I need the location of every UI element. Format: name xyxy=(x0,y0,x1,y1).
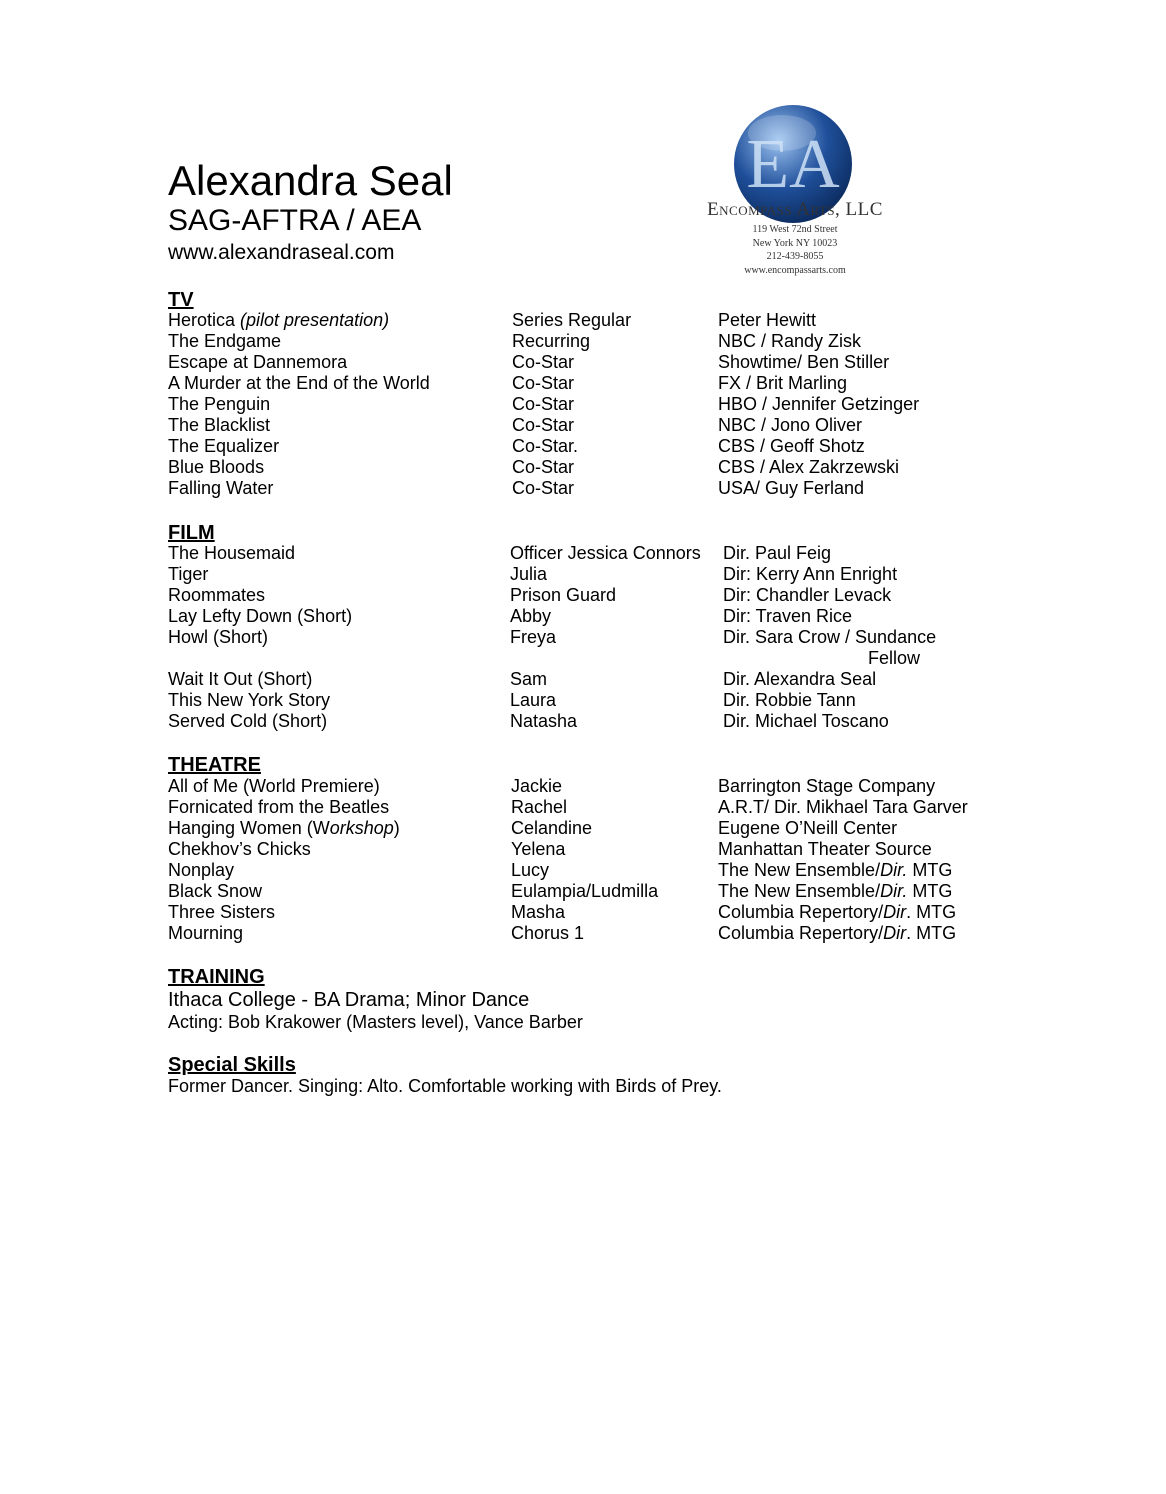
credit-role-text: Masha xyxy=(511,902,566,922)
credit-director xyxy=(718,478,864,499)
credit-director-text: Eugene O’Neill Center xyxy=(718,818,898,838)
credit-director xyxy=(723,543,831,564)
credit-role xyxy=(512,436,578,457)
credit-title xyxy=(168,711,327,732)
credit-title-text: The Equalizer xyxy=(168,436,280,456)
credit-director-text: Dir: Chandler Levack xyxy=(723,585,892,605)
credit-role xyxy=(511,818,592,839)
credit-role-text: Sam xyxy=(510,669,548,689)
credit-title-text: This New York Story xyxy=(168,690,331,710)
agency-company-name: Encompass Arts, LLC xyxy=(707,199,883,220)
training-acting: Acting: Bob Krakower (Masters level), Vance Barber xyxy=(168,1012,583,1032)
credit-director-continued-text: Fellow xyxy=(868,648,921,668)
credit-role xyxy=(510,669,547,690)
credit-title-text: A Murder at the End of the World xyxy=(168,373,430,393)
credit-title-text: Fornicated from the Beatles xyxy=(168,797,390,817)
credit-director-end: . MTG xyxy=(906,923,957,943)
credit-director-text: A.R.T/ Dir. Mikhael Tara Garver xyxy=(718,797,968,817)
credit-director-text: The New Ensemble/ xyxy=(718,881,881,901)
credit-role xyxy=(512,457,574,478)
credit-role-text: Recurring xyxy=(512,331,591,351)
credit-role-text: Prison Guard xyxy=(510,585,617,605)
credit-director-text: Columbia Repertory/ xyxy=(718,923,884,943)
credit-title xyxy=(168,457,264,478)
agency-address-2: New York NY 10023 xyxy=(752,238,838,249)
credit-title xyxy=(168,818,400,839)
credit-title-note: (pilot presentation) xyxy=(235,310,390,330)
credit-role-text: Abby xyxy=(510,606,552,626)
credit-role xyxy=(510,564,547,585)
credit-director xyxy=(718,839,932,860)
credit-title xyxy=(168,860,234,881)
credit-director-italic: Dir. xyxy=(880,860,908,880)
training-school: Ithaca College - BA Drama; Minor Dance xyxy=(168,989,530,1011)
credit-director-text: Dir. Alexandra Seal xyxy=(723,669,877,689)
credit-director-text: CBS / Alex Zakrzewski xyxy=(718,457,900,477)
credit-director-text: Manhattan Theater Source xyxy=(718,839,932,859)
credit-director-text: HBO / Jennifer Getzinger xyxy=(718,394,920,414)
credit-director-text: Dir. Robbie Tann xyxy=(723,690,856,710)
credit-director-text: NBC / Randy Zisk xyxy=(718,331,862,351)
credit-role-text: Laura xyxy=(510,690,557,710)
credit-director-text: The New Ensemble/ xyxy=(718,860,881,880)
credit-director-italic: Dir. xyxy=(880,881,908,901)
credit-role-text: Series Regular xyxy=(512,310,632,330)
credit-title-text: All of Me (World Premiere) xyxy=(168,776,380,796)
credit-director xyxy=(718,818,897,839)
credit-director xyxy=(718,797,968,818)
credit-title xyxy=(168,352,347,373)
credit-role xyxy=(510,543,701,564)
credit-title-text: Wait It Out (Short) xyxy=(168,669,313,689)
credit-director-end: MTG xyxy=(907,860,953,880)
credit-director xyxy=(718,860,952,881)
credit-role-text: Co-Star xyxy=(512,352,575,372)
skills-text: Former Dancer. Singing: Alto. Comfortable working with Birds of Prey. xyxy=(168,1076,722,1096)
credit-role xyxy=(512,415,574,436)
credit-role xyxy=(511,776,562,797)
credit-title xyxy=(168,331,281,352)
credit-title xyxy=(168,478,273,499)
credit-director xyxy=(718,415,862,436)
credit-title xyxy=(168,415,270,436)
credit-director xyxy=(723,606,852,627)
credit-role xyxy=(512,352,574,373)
credit-role-text: Celandine xyxy=(511,818,593,838)
credit-title xyxy=(168,669,312,690)
credit-title xyxy=(168,902,275,923)
credit-director-text: FX / Brit Marling xyxy=(718,373,848,393)
credit-director xyxy=(723,564,897,585)
credit-role xyxy=(510,690,556,711)
credit-role-text: Chorus 1 xyxy=(511,923,585,943)
credit-title xyxy=(168,923,243,944)
credit-title xyxy=(168,310,389,331)
credit-role xyxy=(511,902,565,923)
credit-role-text: Freya xyxy=(510,627,557,647)
section-heading-theatre: THEATRE xyxy=(168,754,261,776)
section-heading-tv: TV xyxy=(168,289,194,311)
credit-director xyxy=(718,902,956,923)
credit-role xyxy=(512,373,574,394)
agency-web[interactable]: www.encompassarts.com xyxy=(744,265,846,276)
actor-name: Alexandra Seal xyxy=(168,157,453,204)
credit-director-continued xyxy=(868,648,920,669)
credit-director xyxy=(718,373,847,394)
credit-role-text: Co-Star xyxy=(512,373,575,393)
credit-title-text: Escape at Dannemora xyxy=(168,352,348,372)
credit-director xyxy=(718,436,865,457)
credit-title xyxy=(168,373,430,394)
credit-role xyxy=(510,711,577,732)
credit-director-italic: Dir xyxy=(883,923,907,943)
credit-title xyxy=(168,839,311,860)
credit-director-text: Dir. Michael Toscano xyxy=(723,711,889,731)
credit-role-text: Jackie xyxy=(511,776,563,796)
credit-director xyxy=(723,711,889,732)
credit-title-text: The Penguin xyxy=(168,394,271,414)
credit-title-text: Howl (Short) xyxy=(168,627,269,647)
agency-monogram: EA xyxy=(746,126,840,203)
credit-title xyxy=(168,606,352,627)
credit-role xyxy=(510,606,551,627)
credit-role xyxy=(512,310,631,331)
credit-role xyxy=(510,585,616,606)
credit-role-text: Co-Star xyxy=(512,478,575,498)
credit-title-text: Three Sisters xyxy=(168,902,276,922)
credit-role-text: Yelena xyxy=(511,839,566,859)
credit-director xyxy=(723,627,936,648)
credit-title-end: ) xyxy=(393,818,400,838)
credit-title-text: Served Cold (Short) xyxy=(168,711,328,731)
credit-director xyxy=(718,881,952,902)
credit-director-text: Showtime/ Ben Stiller xyxy=(718,352,890,372)
credit-title-text: Hanging Women (W xyxy=(168,818,330,838)
website-link[interactable]: www.alexandraseal.com xyxy=(168,241,395,264)
credit-director-text: NBC / Jono Oliver xyxy=(718,415,863,435)
credit-director-italic: Dir xyxy=(883,902,907,922)
credit-title-text: Black Snow xyxy=(168,881,263,901)
credit-role-text: Eulampia/Ludmilla xyxy=(511,881,659,901)
credit-title-text: Falling Water xyxy=(168,478,274,498)
credit-title-italic: orkshop xyxy=(329,818,394,838)
credit-title-text: Herotica xyxy=(168,310,236,330)
credit-role xyxy=(511,839,565,860)
credit-director xyxy=(718,457,899,478)
section-heading-skills: Special Skills xyxy=(168,1054,296,1076)
credit-director xyxy=(718,394,919,415)
credit-role xyxy=(512,331,590,352)
credit-title xyxy=(168,776,380,797)
credit-role-text: Lucy xyxy=(511,860,550,880)
credit-role xyxy=(511,881,658,902)
credit-director xyxy=(718,776,935,797)
credit-title-text: Tiger xyxy=(168,564,209,584)
credit-director-end: MTG xyxy=(907,881,953,901)
credit-title xyxy=(168,564,208,585)
credit-role-text: Co-Star. xyxy=(512,436,579,456)
credit-title xyxy=(168,394,270,415)
credit-role xyxy=(512,394,574,415)
credit-role-text: Co-Star xyxy=(512,394,575,414)
credit-director xyxy=(718,331,861,352)
credit-role xyxy=(511,923,584,944)
credit-director xyxy=(718,310,816,331)
credit-title-text: The Endgame xyxy=(168,331,282,351)
credit-director-text: Dir. Sara Crow / Sundance xyxy=(723,627,937,647)
credit-role-text: Officer Jessica Connors xyxy=(510,543,701,563)
credit-role-text: Co-Star xyxy=(512,415,575,435)
credit-role xyxy=(512,478,574,499)
credit-director-text: Peter Hewitt xyxy=(718,310,817,330)
credit-title-text: Roommates xyxy=(168,585,266,605)
union-affiliation: SAG-AFTRA / AEA xyxy=(168,204,422,237)
credit-title-text: Chekhov’s Chicks xyxy=(168,839,311,859)
credit-title-text: Lay Lefty Down (Short) xyxy=(168,606,353,626)
credit-director-end: . MTG xyxy=(906,902,957,922)
credit-director-text: Columbia Repertory/ xyxy=(718,902,884,922)
credit-director xyxy=(723,585,891,606)
credit-director-text: Barrington Stage Company xyxy=(718,776,936,796)
section-heading-film: FILM xyxy=(168,522,215,544)
credit-title-text: Nonplay xyxy=(168,860,235,880)
agency-logo xyxy=(680,95,910,285)
credit-title xyxy=(168,543,295,564)
agency-phone: 212-439-8055 xyxy=(766,251,824,262)
credit-title xyxy=(168,797,389,818)
credit-role-text: Co-Star xyxy=(512,457,575,477)
credit-director xyxy=(718,352,889,373)
credit-director-text: Dir: Kerry Ann Enright xyxy=(723,564,898,584)
credit-director-text: CBS / Geoff Shotz xyxy=(718,436,865,456)
credit-title xyxy=(168,585,265,606)
credit-title xyxy=(168,881,262,902)
credit-role-text: Natasha xyxy=(510,711,578,731)
credit-title-text: Blue Bloods xyxy=(168,457,265,477)
credit-role xyxy=(510,627,556,648)
credit-role xyxy=(511,797,567,818)
credit-role-text: Julia xyxy=(510,564,548,584)
credit-title xyxy=(168,690,330,711)
credit-title xyxy=(168,436,279,457)
credit-director-text: USA/ Guy Ferland xyxy=(718,478,865,498)
credit-role xyxy=(511,860,549,881)
credit-director xyxy=(723,669,876,690)
credit-title-text: Mourning xyxy=(168,923,244,943)
credit-director-text: Dir. Paul Feig xyxy=(723,543,832,563)
credit-role-text: Rachel xyxy=(511,797,568,817)
credit-title-text: The Blacklist xyxy=(168,415,271,435)
credit-director xyxy=(718,923,956,944)
credit-director-text: Dir: Traven Rice xyxy=(723,606,853,626)
section-heading-training: TRAINING xyxy=(168,966,265,988)
credit-director xyxy=(723,690,856,711)
credit-title-text: The Housemaid xyxy=(168,543,296,563)
credit-title xyxy=(168,627,268,648)
agency-address-1: 119 West 72nd Street xyxy=(752,224,838,235)
